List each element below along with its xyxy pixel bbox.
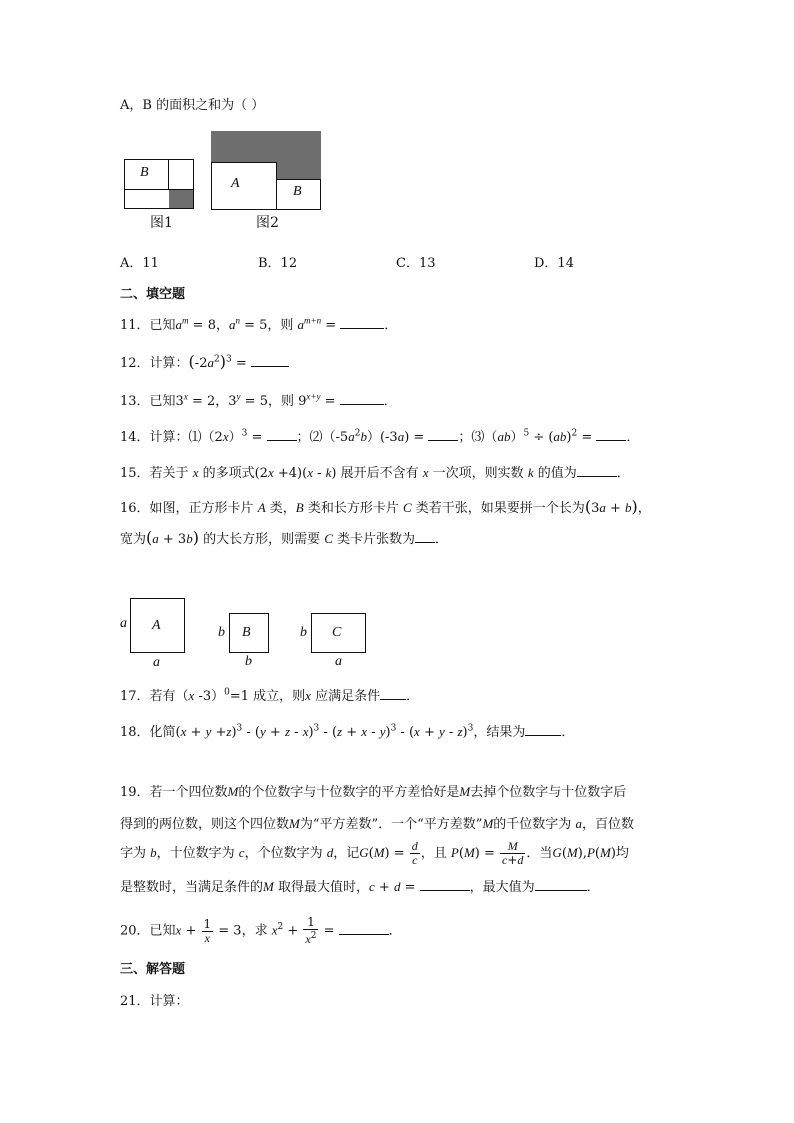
section-2-heading: 二、填空题 (120, 287, 186, 302)
figure-1-caption: 图1 (150, 215, 173, 231)
question-17: 17．若有（x -3）$^0$=1 成立，则x 应满足条件 ． (120, 687, 420, 704)
choice-a: A．11 (120, 256, 159, 271)
question-19-line-1: 19．若一个四位数M的个位数字与十位数字的平方差恰好是M去掉个位数字与十位数字后 (120, 784, 627, 800)
card-a: A a a (120, 598, 190, 668)
question-12: 12．计算：$(-2a^2)^3$ = (120, 352, 289, 371)
figure-1: B (124, 159, 194, 209)
question-16-line-1: 16．如图，正方形卡片 A 类，B 类和长方形卡片 C 类若干张，如果要拼一个长为(3a + b)， (120, 497, 651, 516)
question-18: 18．化简$(x + y +z)^3 - (y + z - x)^3 - (z + x - y)^3 - (x + y - z)^3$，结果为 ． (120, 723, 575, 740)
question-15: 15．若关于 x 的多项式(2x +4)(x - k) 展开后不含有 x 一次项，则实数 k 的值为 ． (120, 465, 630, 481)
question-10-tail: A，B 的面积之和为（ ） (120, 98, 265, 113)
question-11: 11．已知$a^m = 8$，$a^n = 5$，则 $a^{m+n}$ = ． (120, 315, 398, 333)
choice-b: B．12 (258, 256, 298, 271)
question-19-line-4: 是整数时，当满足条件的M 取得最大值时，c + d = ，最大值为 ． (120, 879, 600, 895)
figure-2: A B (211, 131, 321, 210)
question-13: 13．已知$3^x = 2$，$3^y = 5$，则 $9^{x+y}$ = ． (120, 391, 397, 409)
choice-d: D．14 (534, 256, 574, 271)
figure-2-caption: 图2 (256, 215, 279, 231)
question-14: 14．计算：$⑴(2x)^3$ = ；$⑵(-5a^2b)(-3a)$ = ；⑶（ab）$^5$ ÷ (ab)$^2$ = ． (120, 428, 640, 445)
question-19-line-3: 字为 b，十位数字为 c，个位数字为 d，记G(M) = $\frac{d}{c}$ ，且 P(M) = $\frac{M}{c+d}$ ．当G(M),P(M)均 (120, 839, 629, 867)
card-b: B b b (218, 613, 273, 668)
card-c: C b a (300, 613, 370, 668)
question-19-line-2: 得到的两位数，则这个四位数M为“平方差数”．一个“平方差数”M的千位数字为 a，百位数 (120, 816, 634, 832)
question-16-line-2: 宽为(a + 3b) 的大长方形，则需要 C 类卡片张数为 ． (120, 528, 449, 547)
choice-c: C．13 (396, 256, 436, 271)
section-3-heading: 三、解答题 (120, 962, 186, 977)
question-20: 20．已知x + $\frac{1}{x}$ = 3，求 $x^2$ + $\frac{1}{x^2}$ = ． (120, 915, 402, 946)
question-21: 21．计算： (120, 994, 189, 1009)
